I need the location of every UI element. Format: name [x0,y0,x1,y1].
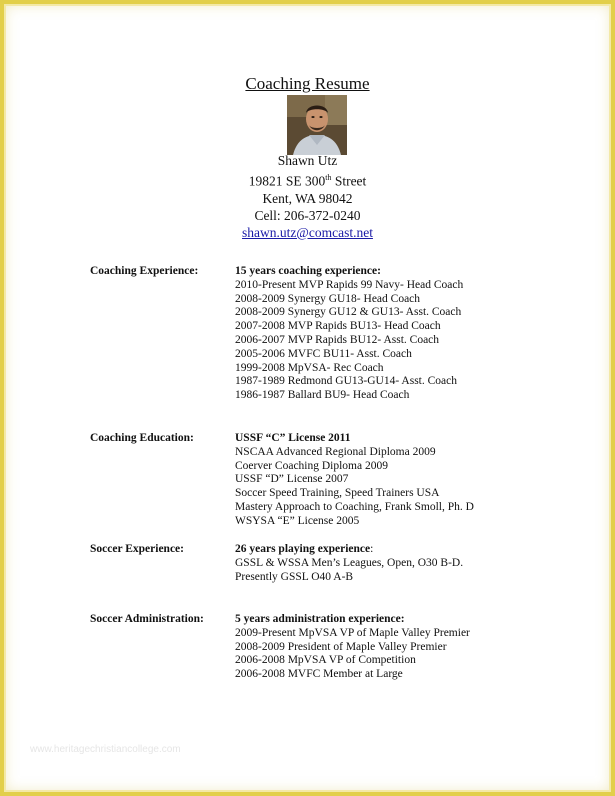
contact-city: Kent, WA 98042 [262,190,353,206]
list-item: 1999-2008 MpVSA- Rec Coach [235,361,384,374]
contact-cell: Cell: 206-372-0240 [254,207,361,223]
list-item: GSSL & WSSA Men’s Leagues, Open, O30 B-D. [235,556,464,569]
section-body [235,432,474,529]
list-item: 2006-2008 MpVSA VP of Competition [235,654,416,667]
list-item: 1986-1987 Ballard BU9- Head Coach [235,389,410,402]
list-item: 2008-2009 President of Maple Valley Premier [235,640,447,653]
list-item: 2008-2009 Synergy GU18- Head Coach [235,292,421,305]
list-item: Presently GSSL O40 A-B [235,570,354,583]
list-item: Mastery Approach to Coaching, Frank Smoll, Ph. D [235,500,474,513]
profile-photo [287,95,347,155]
list-item: 2010-Present MVP Rapids 99 Navy- Head Coach [235,278,464,291]
list-item: 2006-2007 MVP Rapids BU12- Asst. Coach [235,333,440,346]
section-heading: 5 years administration experience: [235,613,405,625]
list-item: Soccer Speed Training, Speed Trainers USA [235,487,440,500]
section-label: Soccer Experience: [90,543,184,555]
list-item: Coerver Coaching Diploma 2009 [235,459,388,472]
section-body [235,613,470,682]
list-item: 2009-Present MpVSA VP of Maple Valley Premier [235,626,470,639]
list-item: 1987-1989 Redmond GU13-GU14- Asst. Coach [235,375,457,388]
section-label: Soccer Administration: [90,613,204,625]
section-body [235,265,463,403]
section-heading: USSF “C” License 2011 [235,432,351,444]
watermark: www.heritagechristiancollege.com [30,744,181,755]
list-item: USSF “D” License 2007 [235,473,349,486]
contact-address [0,169,615,190]
contact-name: Shawn Utz [277,153,338,168]
address-number: 19821 SE 300 [248,173,326,189]
resume-title: Coaching Resume [245,74,370,93]
list-item: 2006-2008 MVFC Member at Large [235,668,403,681]
list-item: 2005-2006 MVFC BU11- Asst. Coach [235,347,412,360]
address-street: Street [331,173,367,189]
address-suffix: th [325,173,332,182]
list-item: NSCAA Advanced Regional Diploma 2009 [235,445,436,458]
list-item: WSYSA “E” License 2005 [235,514,360,527]
list-item: 2007-2008 MVP Rapids BU13- Head Coach [235,320,441,333]
section-heading-colon: : [370,543,374,555]
contact-email-link[interactable]: shawn.utz@comcast.net [242,224,373,240]
section-label: Coaching Experience: [90,265,199,277]
section-label: Coaching Education: [90,432,194,444]
section-heading-row [235,543,463,557]
list-item: 2008-2009 Synergy GU12 & GU13- Asst. Coach [235,306,462,319]
section-heading: 26 years playing experience [235,543,371,555]
section-heading: 15 years coaching experience: [235,265,381,277]
contact-block [0,152,615,241]
section-body [235,543,463,584]
